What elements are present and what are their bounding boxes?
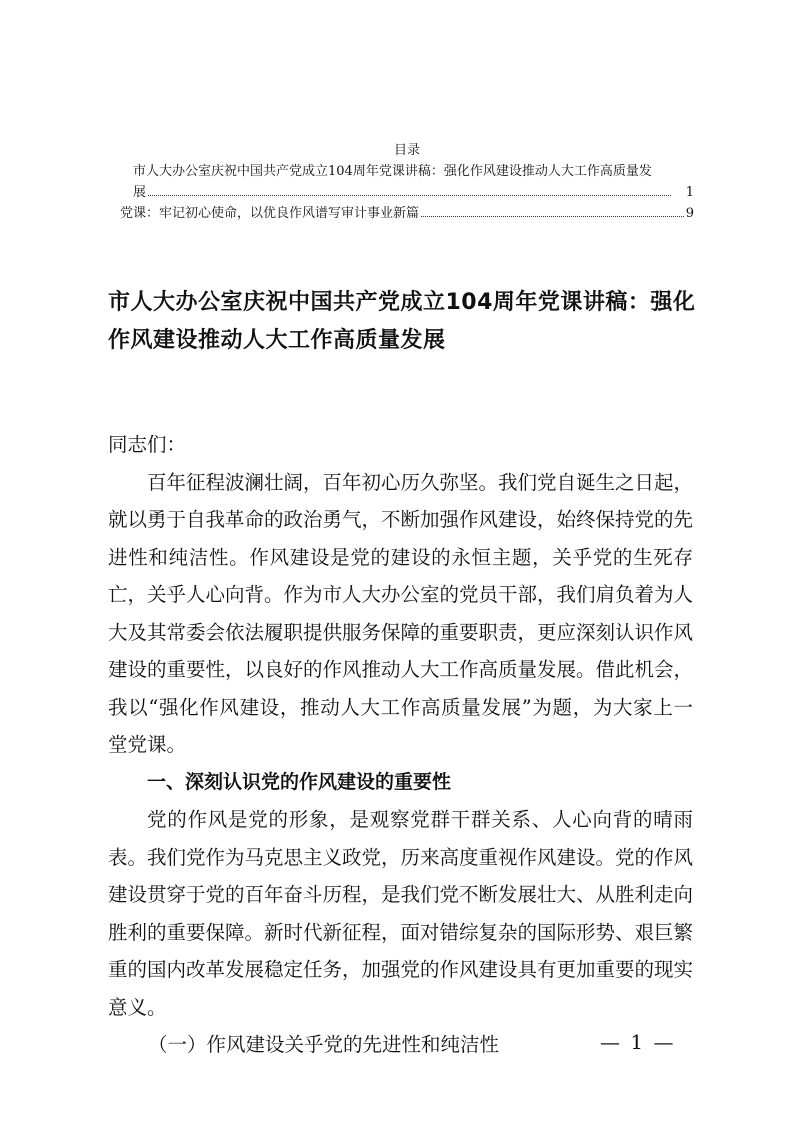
toc-entry-text: 党课：牢记初心使命，以优良作风谱写审计事业新篇 [120,206,420,221]
toc-entry[interactable] [120,203,694,224]
table-of-contents [120,140,694,224]
toc-entry-page: 1 [685,185,694,200]
toc-title: 目录 [393,143,420,158]
page-number: — 1 — [600,1030,676,1054]
article-title: 市人大办公室庆祝中国共产党成立104周年党课讲稿：强化作风建设推动人大工作高质量发展 [108,290,696,353]
toc-entry[interactable] [120,161,694,203]
section-heading: 一、深刻认识党的作风建设的重要性 [147,770,452,793]
toc-entry-text: 市人大办公室庆祝中国共产党成立104周年党课讲稿：强化作风建设推动人大工作高质量发 [133,164,652,179]
toc-entry-page: 9 [685,206,694,221]
paragraph: 百年征程波澜壮阔，百年初心历久弥坚。我们党自诞生之日起，就以勇于自我革命的政治勇气，不断加强作风建设，始终保持党的先进性和纯洁性。作风建设是党的建设的永恒主题，关乎党的生死存亡，关乎人心向背。作为市人大办公室的党员干部，我们肩负着为人大及其常委会依法履职提供服务保障的重要职责，更应深刻认识作风建设的重要性，以良好的作风推动人大工作高质量发展。借此机会，我以“强化作风建设，推动人大工作高质量发展”为题，为大家上一堂党课。 [108,470,694,756]
toc-entry-text-cont: 展 [133,185,147,200]
article-body [108,426,693,1064]
paragraph: 党的作风是党的形象，是观察党群干群关系、人心向背的晴雨表。我们党作为马克思主义政党，历来高度重视作风建设。党的作风建设贯穿于党的百年奋斗历程，是我们党不断发展壮大、从胜利走向胜利的重要保障。新时代新征程，面对错综复杂的国际形势、艰巨繁重的国内改革发展稳定任务，加强党的作风建设具有更加重要的现实意义。 [108,808,694,1019]
salutation: 同志们： [108,433,187,456]
toc-leader-dots [421,215,684,217]
subsection-heading: （一）作风建设关乎党的先进性和纯洁性 [148,1033,500,1056]
toc-leader-dots [148,194,671,196]
